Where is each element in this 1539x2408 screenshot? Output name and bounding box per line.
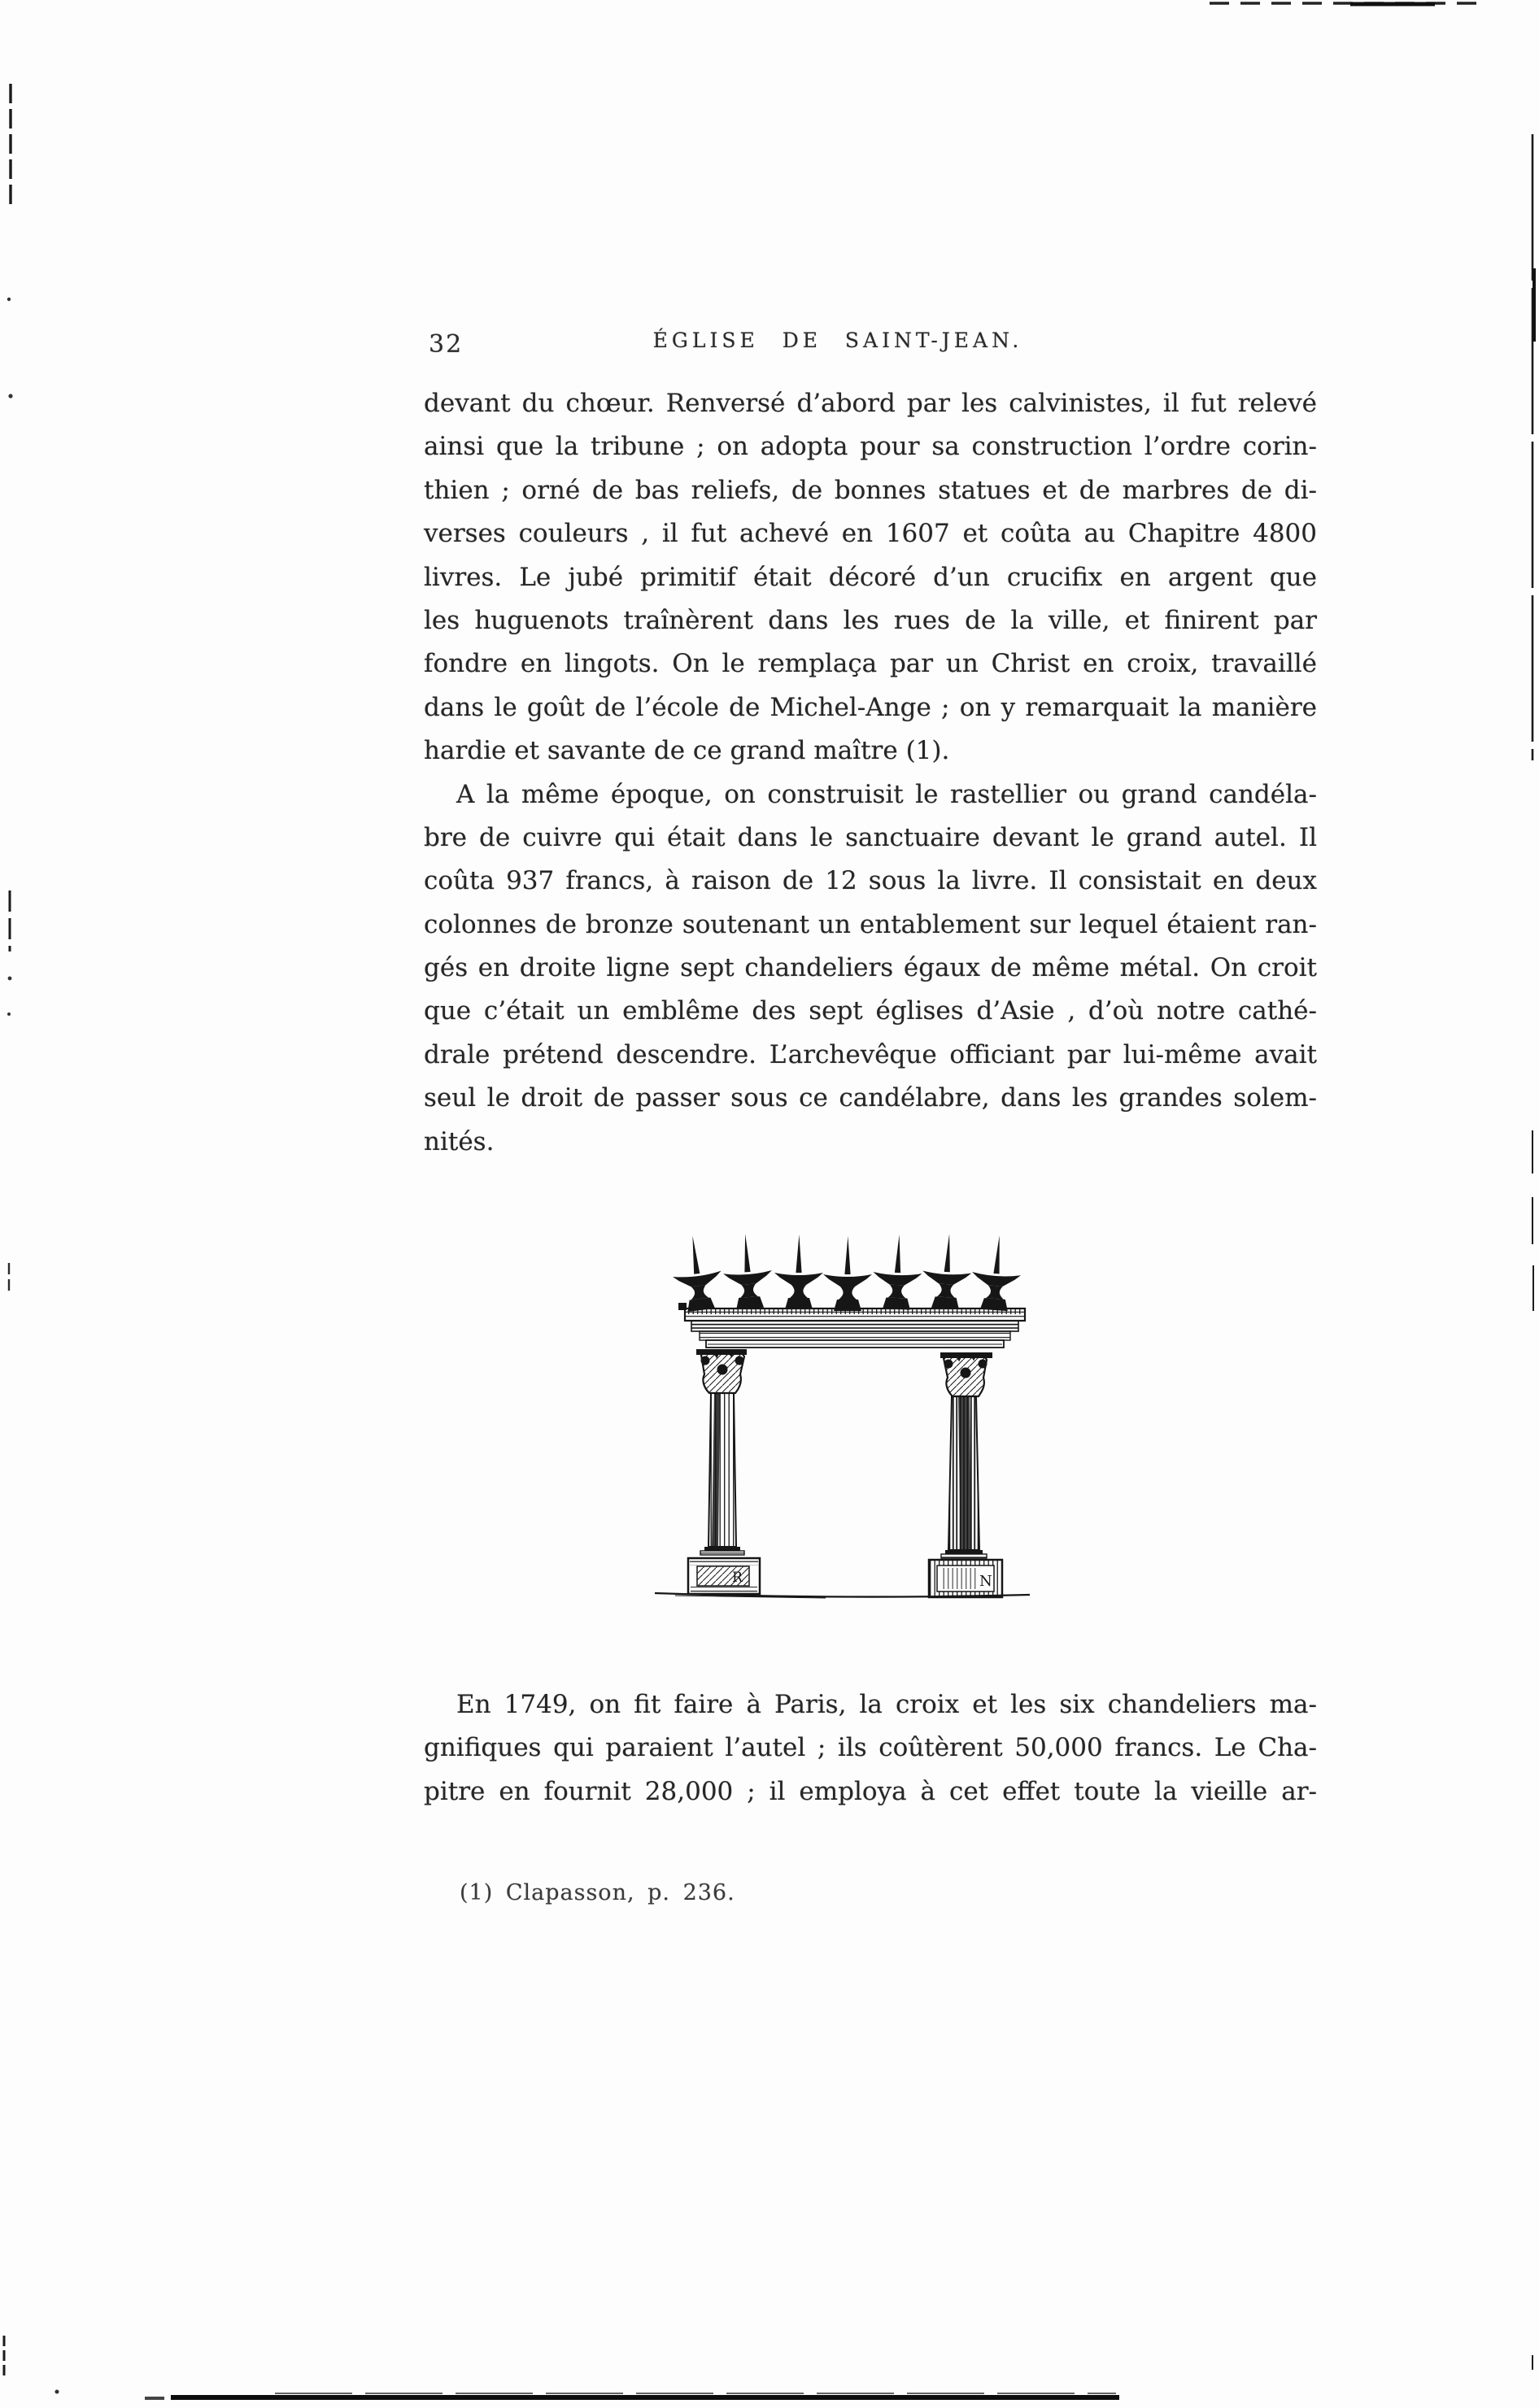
text-line: thien ; orné de bas reliefs, de bonnes statues et de marbres de di- <box>424 475 1317 505</box>
running-head <box>424 325 1317 364</box>
text-line: gés en droite ligne sept chandeliers égaux de même métal. On croit <box>424 953 1317 983</box>
text-line: livres. Le jubé primitif était décoré d’un crucifix en argent que <box>424 562 1317 592</box>
text-line: seul le droit de passer sous ce candélabre, dans les grandes solem- <box>424 1083 1317 1113</box>
text-line: pitre en fournit 28,000 ; il employa à cet effet toute la vieille ar- <box>424 1776 1317 1806</box>
text-line: devant du chœur. Renversé d’abord par les calvinistes, il fut relevé <box>424 389 1317 418</box>
left-pedestal <box>688 1558 760 1594</box>
text-line: que c’était un emblême des sept églises d’Asie , d’où notre cathé- <box>424 996 1317 1026</box>
candelabra-engraving <box>651 1230 1033 1604</box>
running-title: ÉGLISE DE SAINT-JEAN. <box>652 329 1023 352</box>
right-column <box>940 1352 992 1558</box>
text-line: En 1749, on fit faire à Paris, la croix et les six chandeliers ma- <box>456 1690 1317 1719</box>
pedestal-mark-right: N <box>979 1573 992 1590</box>
text-line: nités. <box>424 1126 495 1156</box>
candlesticks <box>668 1232 1023 1313</box>
pedestal-mark-left: R <box>732 1570 743 1586</box>
text-line: coûta 937 francs, à raison de 12 sous la livre. Il consistait en deux <box>424 866 1317 896</box>
text-line: les huguenots traînèrent dans les rues de la ville, et finirent par <box>424 605 1317 635</box>
text-line: gnifiques qui paraient l’autel ; ils coûtèrent 50,000 francs. Le Cha- <box>424 1733 1317 1763</box>
text-line: colonnes de bronze soutenant un entablement sur lequel étaient ran- <box>424 909 1317 939</box>
text-line: dans le goût de l’école de Michel-Ange ; on y remarquait la manière <box>424 692 1317 722</box>
footnote: (1) Clapasson, p. 236. <box>460 1880 735 1905</box>
text-line: drale prétend descendre. L’archevêque officiant par lui-même avait <box>424 1039 1317 1069</box>
right-pedestal <box>929 1560 1002 1597</box>
left-column <box>696 1349 747 1555</box>
text-line: A la même époque, on construisit le rastellier ou grand candéla- <box>456 779 1317 809</box>
main-text-continued <box>424 1683 1317 1814</box>
text-line: hardie et savante de ce grand maître (1). <box>424 736 950 766</box>
text-line: verses couleurs , il fut achevé en 1607 et coûta au Chapitre 4800 <box>424 519 1317 549</box>
page-number: 32 <box>429 330 464 359</box>
entablature <box>678 1303 1025 1348</box>
text-line: bre de cuivre qui était dans le sanctuaire devant le grand autel. Il <box>424 822 1317 852</box>
text-line: ainsi que la tribune ; on adopta pour sa construction l’ordre corin- <box>424 432 1317 462</box>
main-text <box>424 382 1317 1164</box>
text-line: fondre en lingots. On le remplaça par un Christ en croix, travaillé <box>424 649 1317 679</box>
